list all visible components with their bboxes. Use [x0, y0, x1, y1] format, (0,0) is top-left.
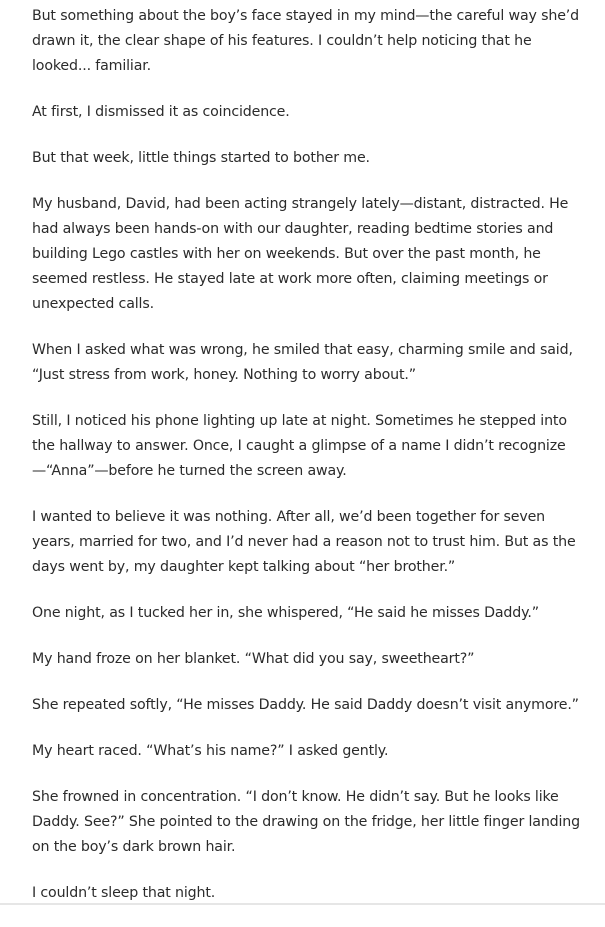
article-body — [32, 4, 580, 927]
paragraph: She frowned in concentration. “I don’t know. He didn’t say. But he looks like Daddy. See?” She pointed to the drawing on the fridge, her little finger landing on the boy’s dark brown hair. — [32, 789, 581, 855]
paragraph: When I asked what was wrong, he smiled that easy, charming smile and said, “Just stress from work, honey. Nothing to worry about.” — [32, 342, 573, 383]
paragraph: Still, I noticed his phone lighting up late at night. Sometimes he stepped into the hallway to answer. Once, I caught a glimpse of a name I didn’t recognize —“Anna”—before he turned the screen away. — [32, 413, 567, 479]
paragraph: One night, as I tucked her in, she whispered, “He said he misses Daddy.” — [32, 605, 539, 621]
paragraph: My hand froze on her blanket. “What did you say, sweetheart?” — [32, 651, 475, 667]
paragraph: My husband, David, had been acting strangely lately—distant, distracted. He had always been hands-on with our daughter, reading bedtime stories and building Lego castles with her on weekends. But over the past month, he seemed restless. He stayed late at work more often, claiming meetings or unexpected calls. — [32, 196, 569, 312]
paragraph: I couldn’t sleep that night. — [32, 885, 216, 901]
paragraph: At first, I dismissed it as coincidence. — [32, 104, 290, 120]
paragraph: But that week, little things started to bother me. — [32, 150, 370, 166]
paragraph: My heart raced. “What’s his name?” I asked gently. — [32, 743, 389, 759]
paragraph: I wanted to believe it was nothing. After all, we’d been together for seven years, married for two, and I’d never had a reason not to trust him. But as the days went by, my daughter kept talking about “her brother.” — [32, 509, 576, 575]
paragraph: But something about the boy’s face stayed in my mind—the careful way she’d drawn it, the clear shape of his features. I couldn’t help noticing that he looked... familiar. — [32, 8, 579, 74]
paragraph: She repeated softly, “He misses Daddy. He said Daddy doesn’t visit anymore.” — [32, 697, 579, 713]
